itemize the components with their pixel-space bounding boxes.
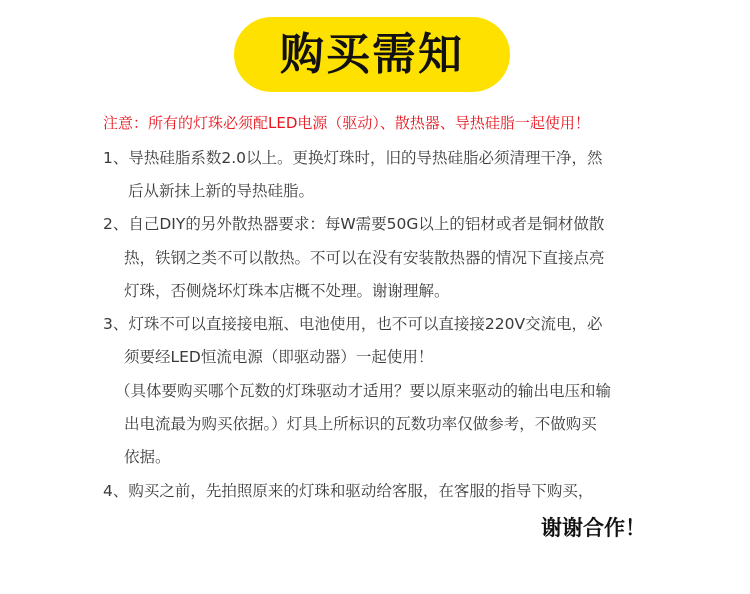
item-3-line-5: 依据。 xyxy=(124,448,171,466)
page-title: 购买需知 xyxy=(280,28,464,80)
item-3-line-2: 须要经LED恒流电源（即驱动器）一起使用！ xyxy=(124,348,434,366)
notice-text: 注意：所有的灯珠必须配LED电源（驱动）、散热器、导热硅脂一起使用！ xyxy=(103,114,590,132)
item-2-line-3: 灯珠，否侧烧坏灯珠本店概不处理。谢谢理解。 xyxy=(124,282,450,300)
item-4-line-1: 4、购买之前，先拍照原来的灯珠和驱动给客服，在客服的指导下购买， xyxy=(103,482,594,500)
item-2-line-1: 2、自己DIY的另外散热器要求：每W需要50G以上的铝材或者是铜材做散 xyxy=(103,215,605,233)
item-2-line-2: 热，铁钢之类不可以散热。不可以在没有安装散热器的情况下直接点亮 xyxy=(124,249,605,267)
item-3-line-4: 出电流最为购买依据。）灯具上所标识的瓦数功率仅做参考，不做购买 xyxy=(124,415,597,433)
item-3-line-3: （具体要购买哪个瓦数的灯珠驱动才适用？要以原来驱动的输出电压和输 xyxy=(115,382,612,400)
item-1-line-1: 1、导热硅脂系数2.0以上。更换灯珠时，旧的导热硅脂必须清理干净，然 xyxy=(103,149,603,167)
thanks-text: 谢谢合作！ xyxy=(541,516,646,540)
item-3-line-1: 3、灯珠不可以直接接电瓶、电池使用，也不可以直接接220V交流电，必 xyxy=(103,315,603,333)
item-1-line-2: 后从新抹上新的导热硅脂。 xyxy=(128,182,315,200)
title-banner xyxy=(234,17,510,92)
